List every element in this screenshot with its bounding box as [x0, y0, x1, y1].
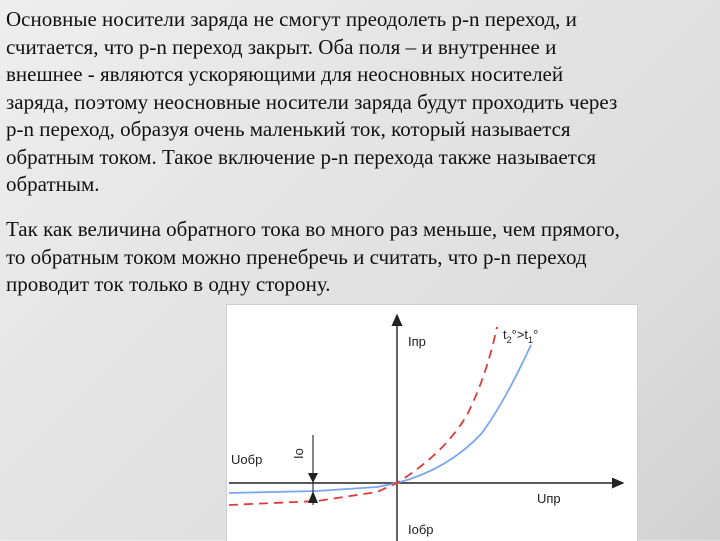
io-arrow-down [308, 473, 318, 483]
label-io: Io [291, 448, 306, 459]
iv-characteristic-figure [226, 304, 638, 541]
curve-t2 [229, 327, 497, 505]
label-temperature: $t_2^\circ>t_1^\circ$ [503, 327, 539, 345]
paragraph-2: Так как величина обратного тока во много раз меньше, чем прямого, то обратным током можно пренебречь и считать, что p-n переход проводит ток только в одну сторону. [6, 217, 620, 296]
io-arrow-up [308, 491, 318, 503]
paragraph-1: Основные носители заряда не смогут преодолеть p-n переход, и считается, что p-n переход закрыт. Оба поля – и внутреннее и внешнее - являются ускоряющими для неосновных носителей заряда, поэтому неосновные носители заряда будут проходить через p-n переход, образуя очень маленький ток, который называется обратным током. Такое включение p-n перехода также называется обратным. [6, 7, 618, 196]
label-i-forward: Iпр [408, 334, 426, 349]
label-u-forward: Uпр [537, 491, 561, 506]
label-i-reverse: Iобр [408, 522, 434, 537]
label-u-reverse: Uобр [231, 452, 263, 467]
